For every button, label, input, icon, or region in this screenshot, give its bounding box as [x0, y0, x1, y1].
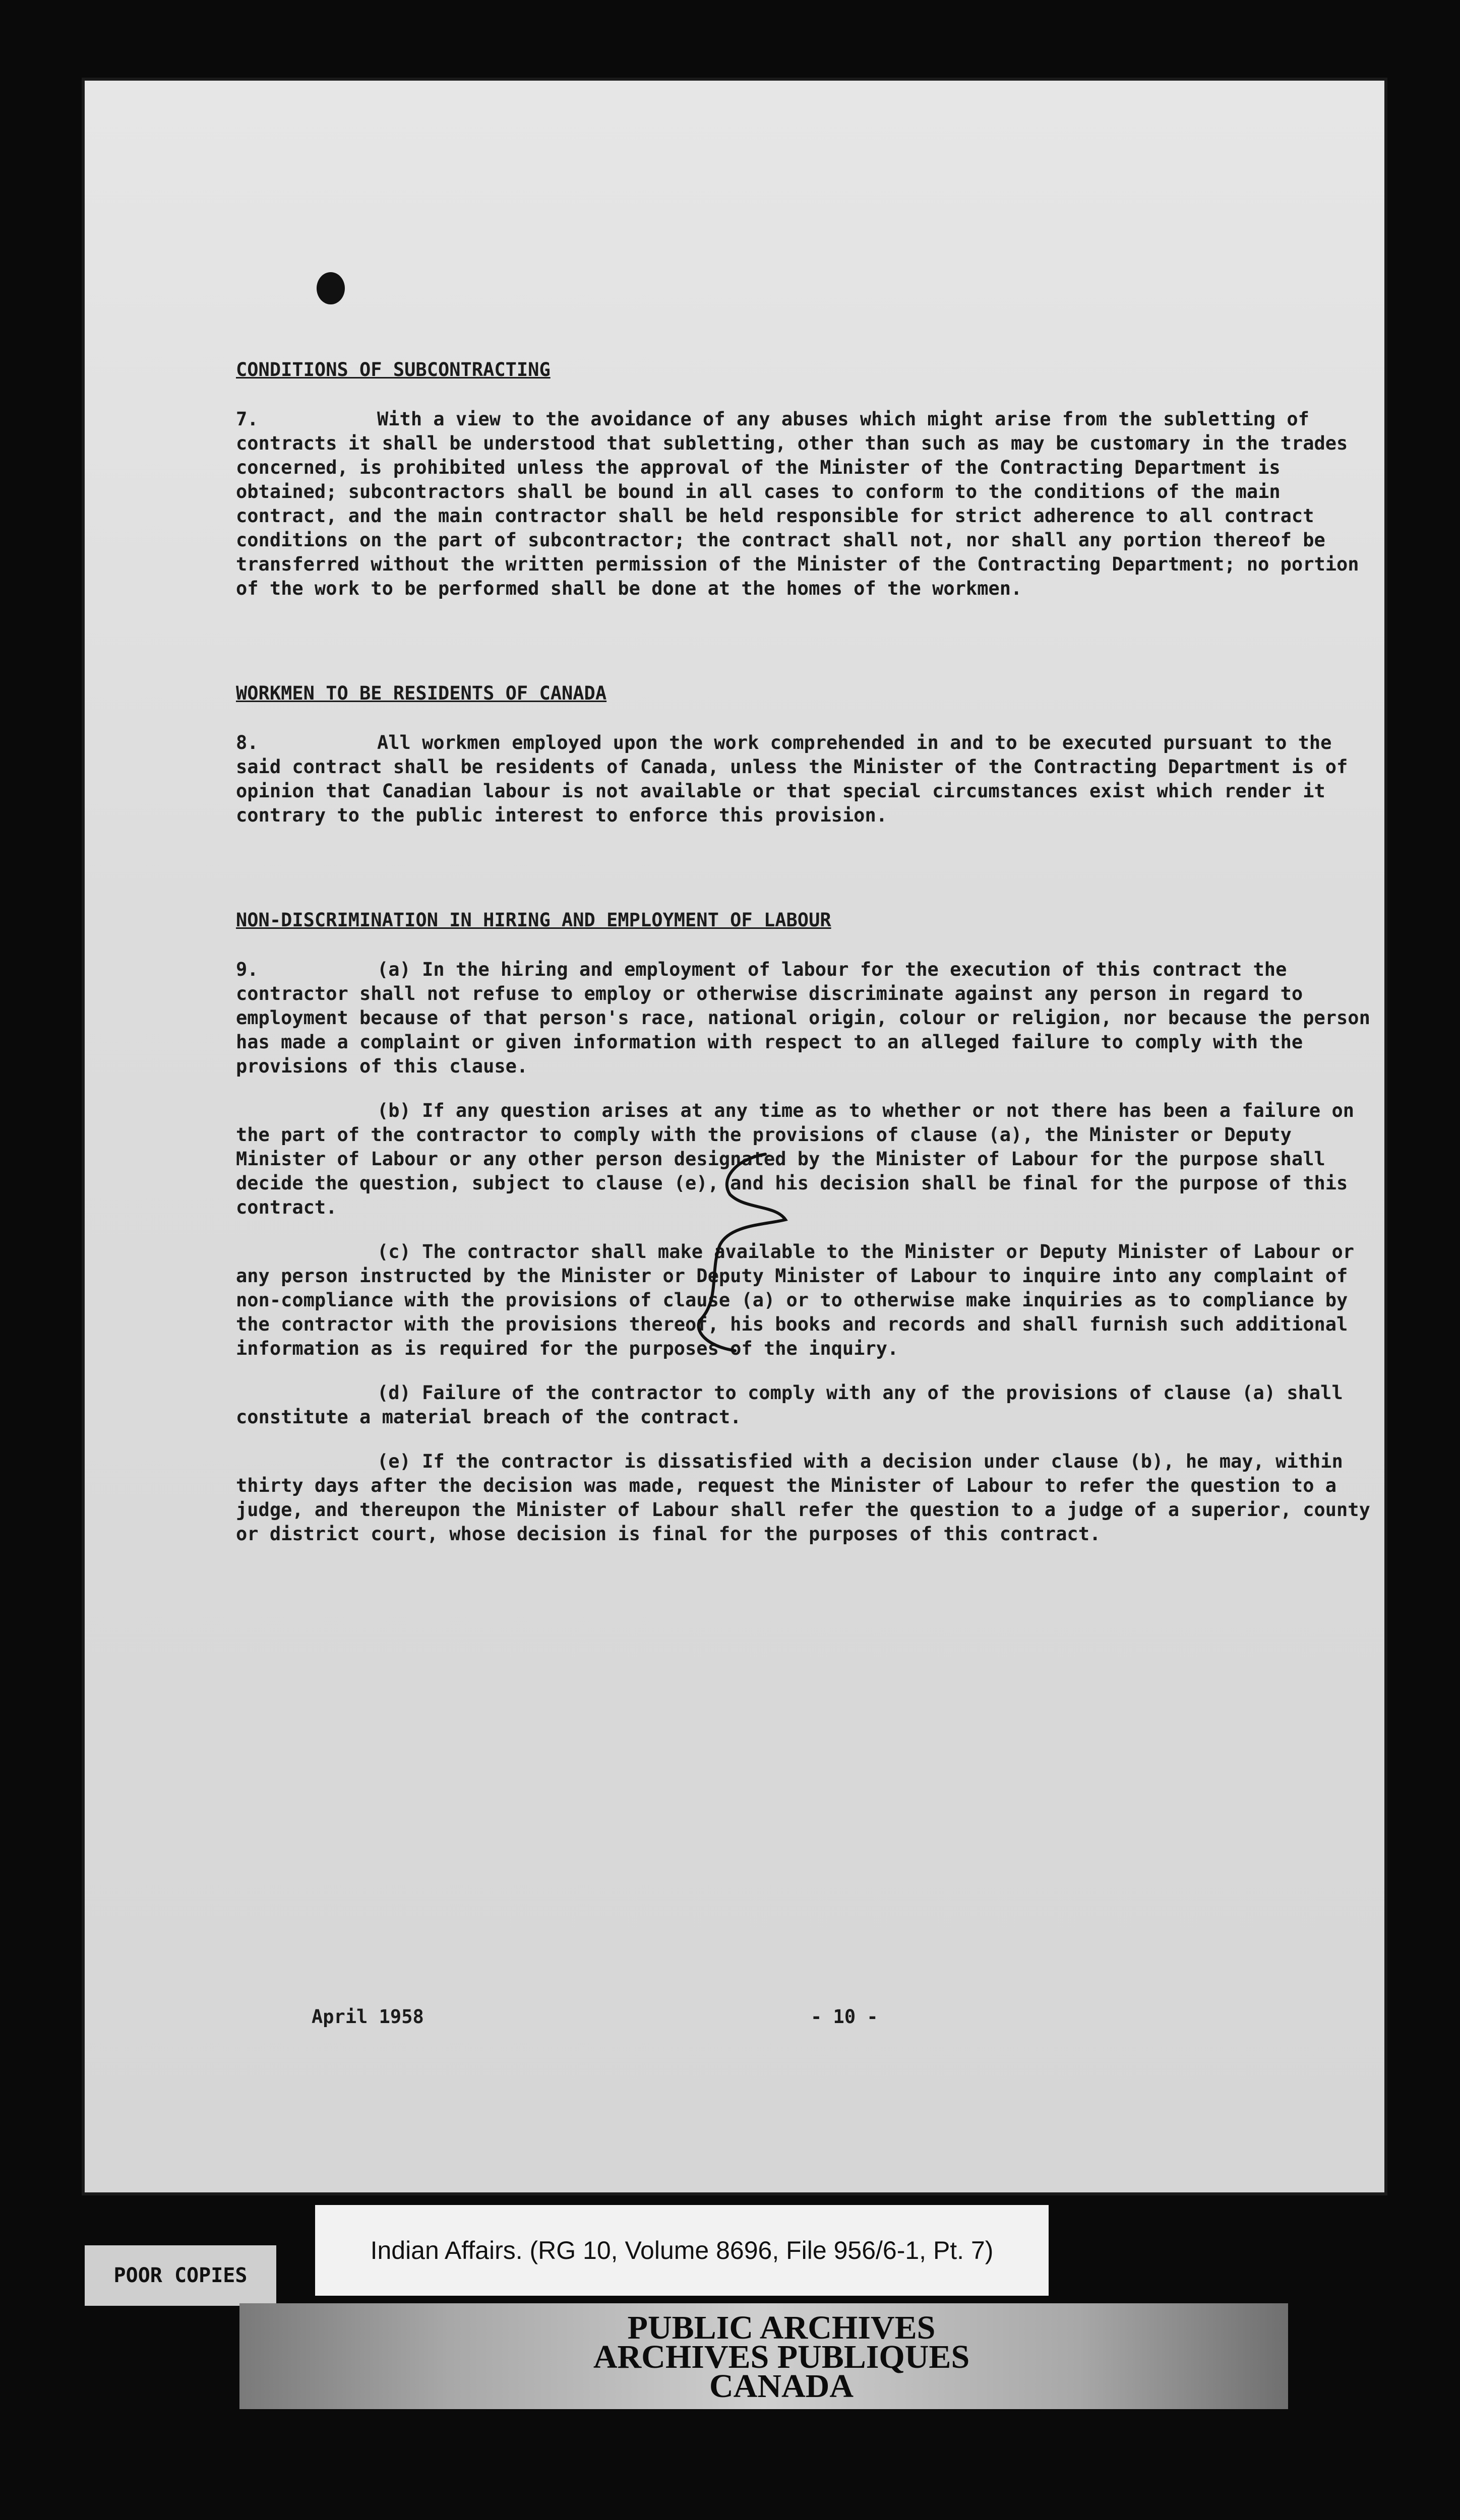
- document-page: [85, 81, 1384, 2192]
- stamp-line-3: CANADA: [709, 2368, 854, 2405]
- document-body: [236, 277, 1380, 1940]
- section-text: All workmen employed upon the work comprehended in and to be executed pursuant to the said contract shall be residents of Canada, unless the Minister of the Contracting Department is of opinion that Canadian labour is not available or that special circumstances exist which render it contrary to the public interest to enforce this provision.: [236, 732, 1359, 826]
- stamp-line-2: ARCHIVES PUBLIQUES: [593, 2339, 970, 2375]
- section-heading-subcontracting: CONDITIONS OF SUBCONTRACTING: [236, 359, 551, 381]
- section-paragraph-8: [236, 731, 1380, 828]
- section-heading-residents: WORKMEN TO BE RESIDENTS OF CANADA: [236, 682, 607, 704]
- archive-stamp: [504, 2309, 1059, 2405]
- section-heading-non-discrimination: NON-DISCRIMINATION IN HIRING AND EMPLOYMENT OF LABOUR: [236, 909, 831, 931]
- footer-page-number: - 10 -: [811, 2006, 878, 2028]
- section-number: 7.: [236, 408, 259, 430]
- subparagraph-e: (e) If the contractor is dissatisfied with a decision under clause (b), he may, within thirty days after the decision was made, request the Minister of Labour to refer the question to a judge, and thereupon the Minister of Labour shall refer the question to a judge of a superior, county or district court, whose decision is final for the purposes of this contract.: [236, 1451, 1382, 1545]
- archive-reference-label: Indian Affairs. (RG 10, Volume 8696, File 956/6-1, Pt. 7): [315, 2205, 1049, 2296]
- section-paragraph-9: [236, 958, 1380, 1079]
- section-text: With a view to the avoidance of any abuses which might arise from the subletting of contracts it shall be understood that subletting, other than such as may be customary in the trades concerned, is prohibited unless the approval of the Minister of the Contracting Department is obtained; subcontractors shall be bound in all cases to conform to the conditions of the main contract, and the main contractor shall be held responsible for strict adherence to all contract conditions on the part of subcontractor; the contract shall not, nor shall any portion thereof be transferred without the written permission of the Minister of the Contracting Department; no portion of the work to be performed shall be done at the homes of the workmen.: [236, 408, 1370, 599]
- section-paragraph-7: [236, 407, 1380, 601]
- section-number: 9.: [236, 959, 259, 980]
- poor-copies-label: POOR COPIES: [85, 2245, 276, 2306]
- section-text: (a) In the hiring and employment of labour for the execution of this contract the contractor shall not refuse to employ or otherwise discriminate against any person in regard to employment because of that person's race, national origin, colour or religion, nor because the person has made a complaint or given information with respect to an alleged failure to comply with the provisions of this clause.: [236, 959, 1382, 1077]
- stamp-line-1: PUBLIC ARCHIVES: [627, 2309, 936, 2346]
- subparagraph-d: (d) Failure of the contractor to comply with any of the provisions of clause (a) shall constitute a material breach of the contract.: [236, 1382, 1355, 1428]
- section-number: 8.: [236, 732, 259, 753]
- subparagraph-c: (c) The contractor shall make available to the Minister or Deputy Minister of Labour or any person instructed by the Minister or Deputy Minister of Labour to inquire into any complaint of non-compliance with the provisions of clause (a) or to otherwise make inquiries as to compliance by the contractor with the provisions thereof, his books and records and shall furnish such additional information as is required for the purposes of the inquiry.: [236, 1241, 1366, 1359]
- subparagraph-b: (b) If any question arises at any time as to whether or not there has been a failure on the part of the contractor to comply with the provisions of clause (a), the Minister or Deputy Minister of Labour or any other person designated by the Minister of Labour for the purpose shall decide the question, subject to clause (e), and his decision shall be final for the purpose of this contract.: [236, 1100, 1366, 1218]
- footer-date: April 1958: [312, 2006, 424, 2028]
- handwritten-pen-mark: [690, 1149, 801, 1361]
